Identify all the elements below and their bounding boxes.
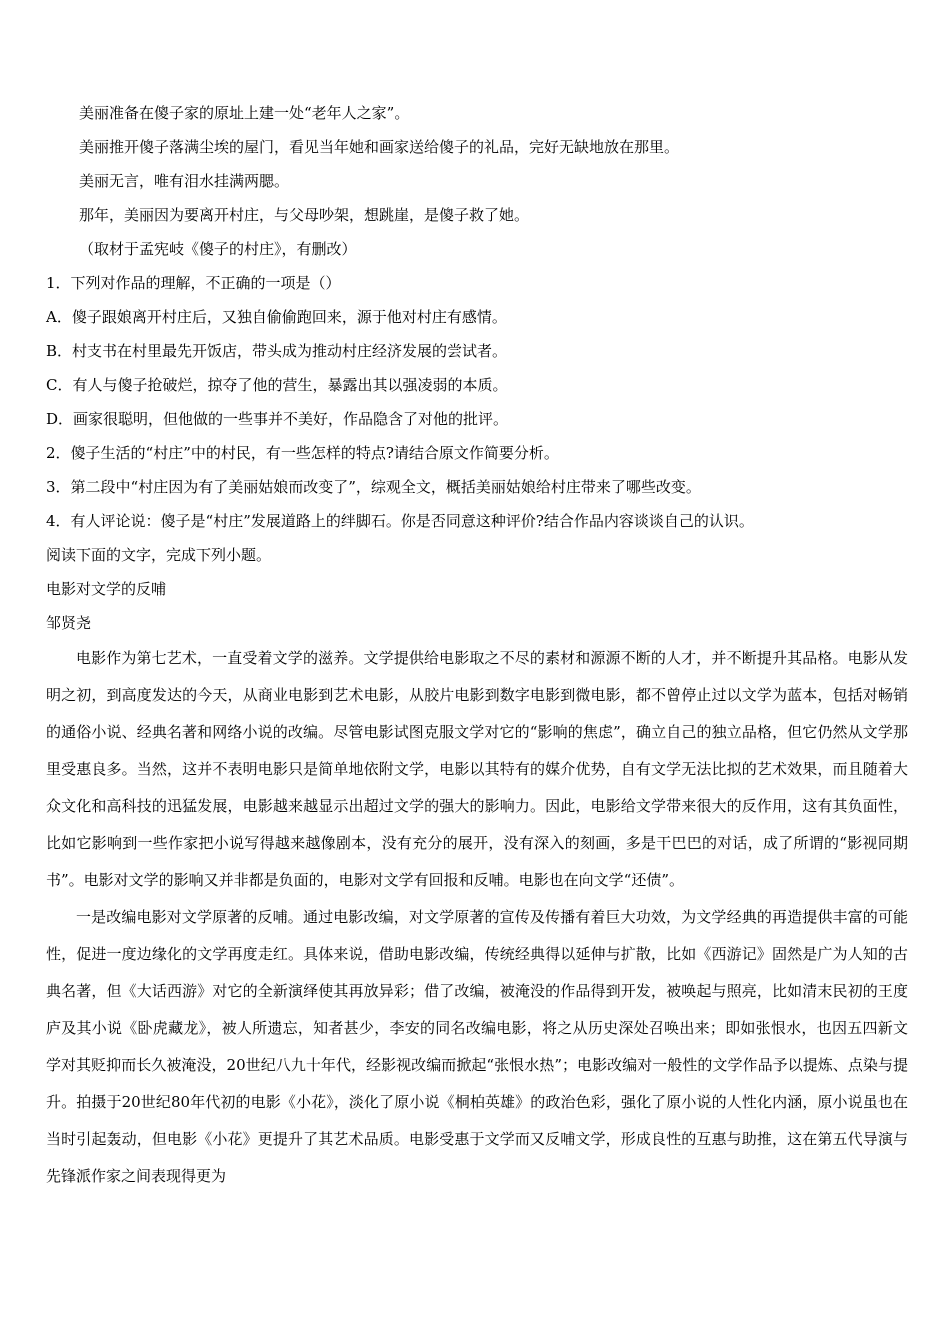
story-source: （取材于孟宪岐《傻子的村庄》，有删改） <box>79 240 357 258</box>
article-paragraph: 一是改编电影对文学原著的反哺。通过电影改编，对文学原著的宣传及传播有着巨大功效，为文学经典的再造提供丰富的可能性，促进一度边缘化的文学再度走红。具体来说，借助电影改编，传统经典得以延伸与扩散，比如《西游记》固然是广为人知的古典名著，但《大话西游》对它的全新演绎使其再放异彩；借了改编，被淹没的作品得到开发，被唤起与照亮，比如清末民初的王度庐及其小说《卧虎藏龙》，被人所遗忘，知者甚少，李安的同名改编电影，将之从历史深处召唤出来；即如张恨水，也因五四新文学对其贬抑而长久被淹没，20世纪八九十年代，经影视改编而掀起“张恨水热”；电影改编对一般性的文学作品予以提炼、点染与提升。拍摄于20世纪80年代初的电影《小花》，淡化了原小说《桐柏英雄》的政治色彩，强化了原小说的人性化内涵，原小说虽也在当时引起轰动，但电影《小花》更提升了其艺术品质。电影受惠于文学而又反哺文学，形成良性的互惠与助推，这在第五代导演与先锋派作家之间表现得更为 <box>46 908 908 1185</box>
article-author: 邹贤尧 <box>46 614 92 632</box>
story-line: 美丽无言，唯有泪水挂满两腮。 <box>79 172 290 190</box>
story-line: 美丽推开傻子落满尘埃的屋门，看见当年她和画家送给傻子的礼品，完好无缺地放在那里。 <box>79 138 680 156</box>
question-2: 2．傻子生活的“村庄”中的村民，有一些怎样的特点?请结合原文作简要分析。 <box>46 444 559 462</box>
article-title: 电影对文学的反哺 <box>46 580 167 598</box>
article-body <box>46 640 908 1195</box>
option-a: A．傻子跟娘离开村庄后，又独自偷偷跑回来，源于他对村庄有感情。 <box>46 308 507 326</box>
story-line: 那年，美丽因为要离开村庄，与父母吵架，想跳崖，是傻子救了她。 <box>79 206 530 224</box>
document-page <box>46 96 908 1195</box>
question-1: 1．下列对作品的理解，不正确的一项是（） <box>46 274 341 292</box>
story-line: 美丽准备在傻子家的原址上建一处“老年人之家”。 <box>79 104 410 122</box>
question-4: 4．有人评论说：傻子是“村庄”发展道路上的绊脚石。你是否同意这种评价?结合作品内容谈谈自己的认识。 <box>46 512 754 530</box>
option-b: B．村支书在村里最先开饭店，带头成为推动村庄经济发展的尝试者。 <box>46 342 508 360</box>
option-c: C．有人与傻子抢破烂，掠夺了他的营生，暴露出其以强凌弱的本质。 <box>46 376 508 394</box>
option-d: D．画家很聪明，但他做的一些事并不美好，作品隐含了对他的批评。 <box>46 410 509 428</box>
article-paragraph: 电影作为第七艺术，一直受着文学的滋养。文学提供给电影取之不尽的素材和源源不断的人才，并不断提升其品格。电影从发明之初，到高度发达的今天，从商业电影到艺术电影，从胶片电影到数字电影到微电影，都不曾停止过以文学为蓝本，包括对畅销的通俗小说、经典名著和网络小说的改编。尽管电影试图克服文学对它的“影响的焦虑”，确立自己的独立品格，但它仍然从文学那里受惠良多。当然，这并不表明电影只是简单地依附文学，电影以其特有的媒介优势，自有文学无法比拟的艺术效果，而且随着大众文化和高科技的迅猛发展，电影越来越显示出超过文学的强大的影响力。因此，电影给文学带来很大的反作用，这有其负面性，比如它影响到一些作家把小说写得越来越像剧本，没有充分的展开，没有深入的刻画，多是干巴巴的对话，成了所谓的“影视同期书”。电影对文学的影响又并非都是负面的，电影对文学有回报和反哺。电影也在向文学“还债”。 <box>46 649 908 889</box>
reading-instruction: 阅读下面的文字，完成下列小题。 <box>46 546 272 564</box>
question-3: 3．第二段中“村庄因为有了美丽姑娘而改变了”，综观全文，概括美丽姑娘给村庄带来了哪些改变。 <box>46 478 701 496</box>
